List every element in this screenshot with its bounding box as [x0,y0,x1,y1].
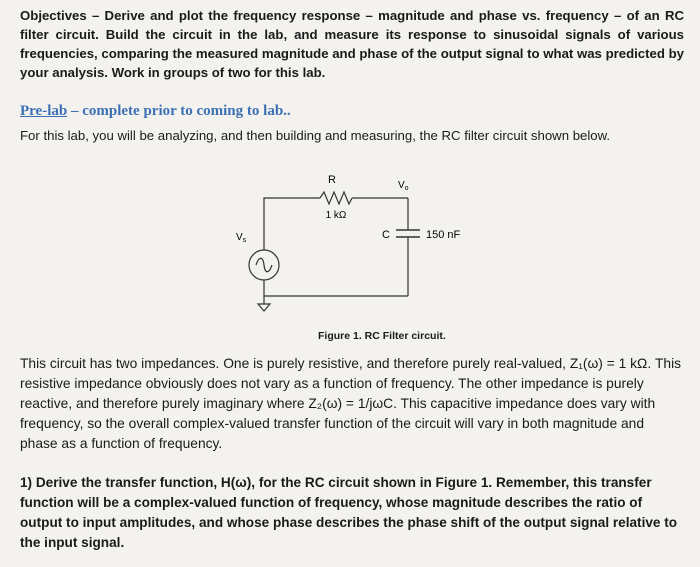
question-1-paragraph: 1) Derive the transfer function, H(ω), for the RC circuit shown in Figure 1. Remember, this transfer function will be a complex-valued function of frequency, whose magnitude describes the ratio of output to input amplitudes, and whose phase describes the phase shift of the output signal relative to the input signal. [20,475,678,550]
prelab-heading [20,103,291,120]
source-label-sub: s [242,237,247,244]
impedance-paragraph: This circuit has two impedances. One is purely resistive, and therefore purely real-valued, Z₁(ω) = 1 kΩ. This resistive impedance obviously does not vary as a function of frequency. The other impedance is purely reactive, and therefore purely imaginary where Z₂(ω) = 1/jωC. This capacitive impedance does vary with frequency, so the overall complex-valued transfer function of the circuit will vary in both magnitude and phase as a function of frequency. [20,356,682,451]
output-label-sub: o [404,185,409,192]
output-voltage-label [398,180,409,192]
resistor-value: 1 kΩ [325,210,347,221]
rc-circuit-diagram [236,168,470,318]
capacitor-label: C [382,229,390,241]
prelab-link[interactable]: Pre-lab [20,103,68,119]
left-wire [264,198,320,250]
figure-caption: Figure 1. RC Filter circuit. [318,330,446,342]
source-voltage-label [236,232,247,244]
output-label-main: V [398,180,405,191]
bottom-wire [264,280,408,296]
objectives-paragraph: Objectives – Derive and plot the frequency response – magnitude and phase vs. frequency – of an RC filter circuit. Build the circuit in the lab, and measure its response to sinusoidal signals of various frequencies, comparing the measured magnitude and phase of the output signal to what was predicted by your analysis. Work in groups of two for this lab. [20,8,684,80]
ground-icon [258,304,270,311]
prelab-instruction: – complete prior to coming to lab.. [67,103,291,119]
sine-icon [256,258,272,272]
intro-paragraph: For this lab, you will be analyzing, and then building and measuring, the RC filter circuit shown below. [20,128,611,143]
resistor-symbol [320,192,352,204]
resistor-label: R [328,174,336,186]
source-label-main: V [236,232,243,243]
capacitor-value: 150 nF [426,229,461,241]
